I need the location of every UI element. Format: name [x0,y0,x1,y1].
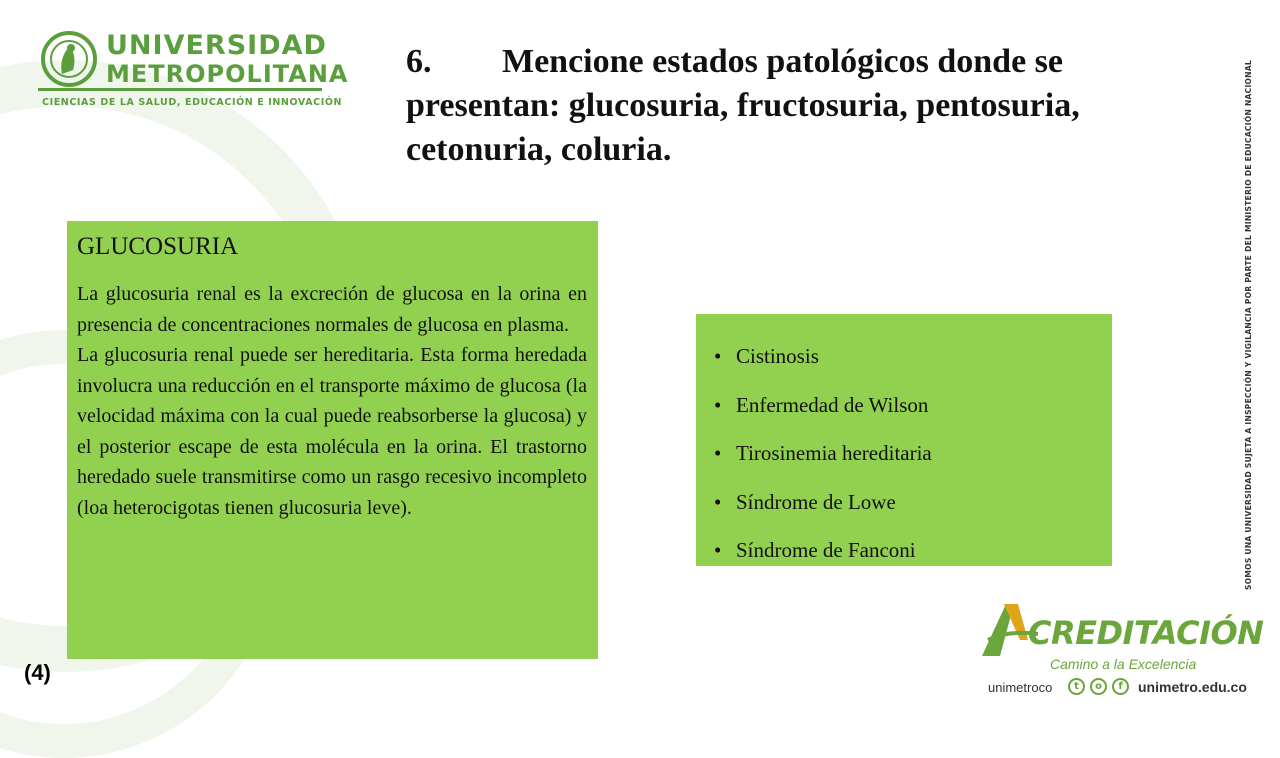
university-logo [38,28,349,118]
list-item [706,526,1102,575]
accreditation-subtitle: Camino a la Excelencia [1050,656,1197,672]
list-item-label: Cistinosis [736,344,819,368]
logo-divider [38,88,322,91]
bullet-icon: • [714,489,722,514]
glucosuria-paragraph-1: La glucosuria renal es la excreción de glucosa en la orina en presencia de concentraciones normales de glucosa en plasma. [77,283,587,336]
facebook-icon[interactable]: f [1112,678,1129,695]
bullet-icon: • [714,392,722,417]
accreditation-word: CREDITACIÓN [1028,614,1264,652]
instagram-icon[interactable]: o [1090,678,1107,695]
bullet-icon: • [714,344,722,368]
list-item [706,478,1102,527]
list-item-label: Tirosinemia hereditaria [736,441,932,465]
bullet-icon: • [714,538,722,562]
twitter-icon[interactable]: t [1068,678,1085,695]
conditions-list [706,332,1102,575]
list-item-label: Enfermedad de Wilson [736,392,929,417]
glucosuria-heading: GLUCOSURIA [77,233,239,260]
logo-line2: METROPOLITANA [106,60,349,88]
bullet-icon: • [714,441,722,465]
slide-title [406,40,1166,172]
glucosuria-box [67,221,598,659]
list-item-label: Síndrome de Lowe [736,489,896,514]
title-text: Mencione estados patológicos donde se presentan: glucosuria, fructosuria, pentosuria, cetonuria, coluria. [406,43,1080,168]
list-item [706,381,1102,430]
university-emblem-icon [40,30,98,88]
website-link[interactable]: unimetro.edu.co [1138,679,1247,695]
accreditation-logo [976,598,1264,708]
list-item [706,429,1102,478]
accreditation-notice: SOMOS UNA UNIVERSIDAD SUJETA A INSPECCIÓN Y VIGILANCIA POR PARTE DEL MINISTERIO DE EDUCACIÓN NACIONAL [1244,60,1253,590]
reference-marker: (4) [24,660,51,685]
conditions-box [696,314,1112,566]
logo-line1: UNIVERSIDAD [106,30,327,61]
logo-tagline: CIENCIAS DE LA SALUD, EDUCACIÓN E INNOVACIÓN [42,97,343,108]
glucosuria-paragraph-2: La glucosuria renal puede ser hereditaria. Esta forma heredada involucra una reducción en el transporte máximo de glucosa (la velocidad máxima con la cual puede reabsorberse la glucosa) y el posterior escape de esta molécula en la orina. El trastorno heredado suele transmitirse como un rasgo recesivo incompleto (loa heterocigotas tienen glucosuria leve). [77,344,587,519]
social-handle: unimetroco [988,680,1053,695]
title-number: 6. [406,43,432,80]
list-item-label: Síndrome de Fanconi [736,538,916,562]
list-item [706,332,1102,381]
